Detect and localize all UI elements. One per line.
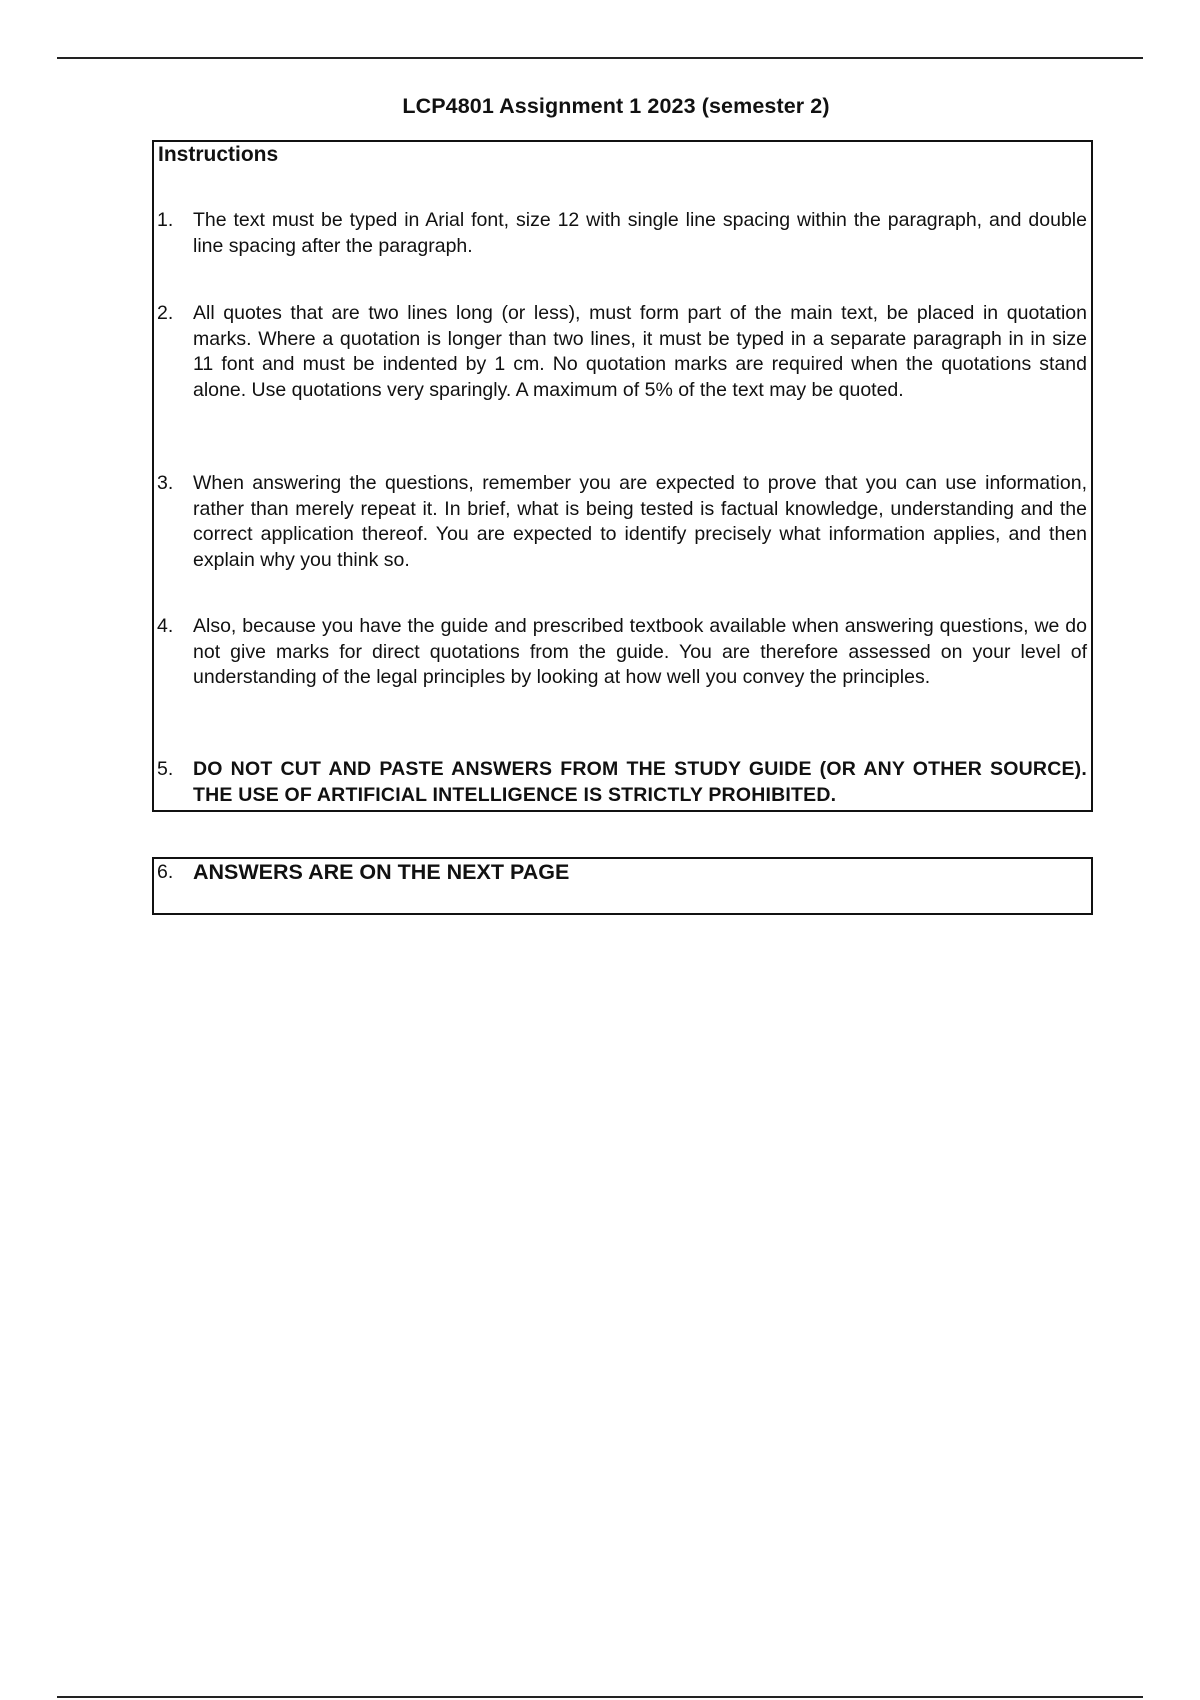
instructions-box <box>152 140 1093 812</box>
instructions-heading: Instructions <box>158 143 279 166</box>
instruction-item-2 <box>157 301 1087 403</box>
footer-rule <box>57 1696 1143 1698</box>
header-rule <box>57 57 1143 59</box>
instruction-item-3 <box>157 471 1087 573</box>
instruction-text: Also, because you have the guide and prescribed textbook available when answering questions, we do not give marks for direct quotations from the guide. You are therefore assessed on your level of understanding of the legal principles by looking at how well you convey the principles. <box>193 615 1087 688</box>
answers-note-box <box>152 857 1093 915</box>
note-number: 6. <box>157 861 174 883</box>
note-text: ANSWERS ARE ON THE NEXT PAGE <box>193 860 570 884</box>
instruction-number: 1. <box>157 209 174 231</box>
instruction-text: All quotes that are two lines long (or less), must form part of the main text, be placed in quotation marks. Where a quotation is longer than two lines, it must be typed in a separate paragraph in in size 11 font and must be indented by 1 cm. No quotation marks are required when the quotations stand alone. Use quotations very sparingly. A maximum of 5% of the text may be quoted. <box>193 302 1087 401</box>
instruction-item-5 <box>157 757 1087 808</box>
answers-note <box>157 860 1087 886</box>
instruction-item-1 <box>157 208 1087 259</box>
instruction-number: 2. <box>157 302 174 324</box>
instruction-text: DO NOT CUT AND PASTE ANSWERS FROM THE STUDY GUIDE (OR ANY OTHER SOURCE). THE USE OF ARTIFICIAL INTELLIGENCE IS STRICTLY PROHIBITED. <box>193 758 1087 806</box>
document-title: LCP4801 Assignment 1 2023 (semester 2) <box>402 94 830 118</box>
instruction-number: 5. <box>157 758 174 780</box>
instruction-number: 4. <box>157 615 174 637</box>
instruction-number: 3. <box>157 472 174 494</box>
instruction-text: The text must be typed in Arial font, size 12 with single line spacing within the paragraph, and double line spacing after the paragraph. <box>193 209 1087 257</box>
instruction-item-4 <box>157 614 1087 691</box>
instruction-text: When answering the questions, remember you are expected to prove that you can use information, rather than merely repeat it. In brief, what is being tested is factual knowledge, understanding and the correct application thereof. You are expected to identify precisely what information applies, and then explain why you think so. <box>193 472 1087 571</box>
